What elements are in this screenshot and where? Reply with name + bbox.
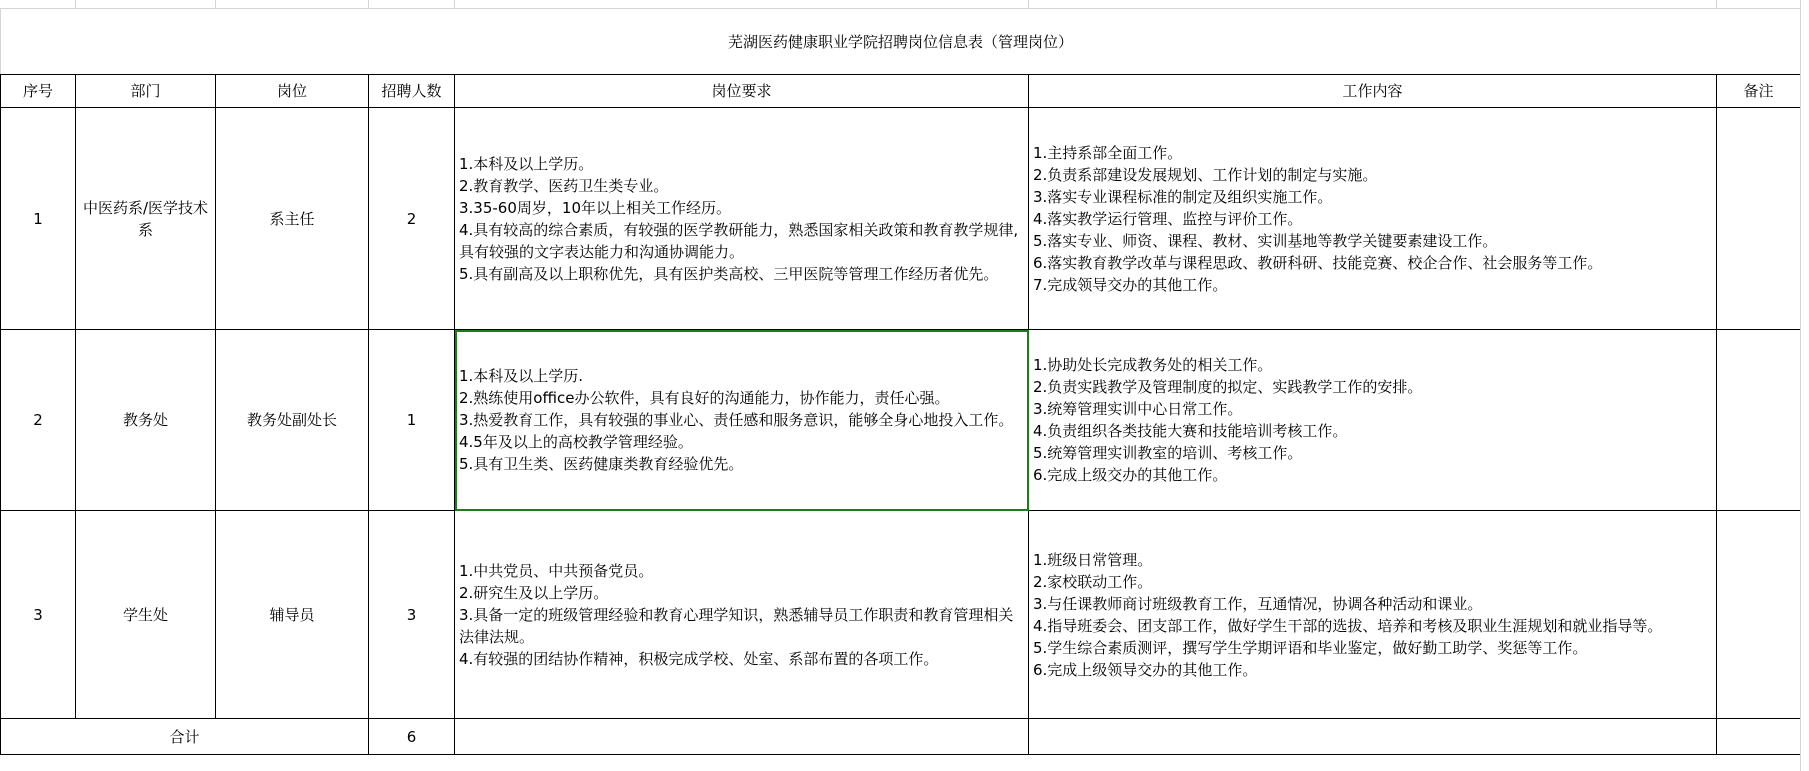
work-line: 6.完成上级领导交办的其他工作。 [1033, 660, 1258, 679]
total-requirements-empty[interactable] [455, 719, 1029, 755]
req-line: 5.具有副高及以上职称优先，具有医护类高校、三甲医院等管理工作经历者优先。 [459, 264, 999, 283]
cell-note[interactable] [1717, 108, 1801, 330]
table-row [1, 330, 1801, 511]
req-line: 5.具有卫生类、医药健康类教育经验优先。 [459, 455, 744, 473]
work-line: 5.统筹管理实训教室的培训、考核工作。 [1033, 444, 1303, 462]
cell-note[interactable] [1717, 330, 1801, 511]
table-title[interactable]: 芜湖医药健康职业学院招聘岗位信息表（管理岗位） [1, 9, 1801, 75]
work-line: 5.落实专业、师资、课程、教材、实训基地等教学关键要素建设工作。 [1033, 231, 1498, 250]
work-line: 5.学生综合素质测评，撰写学生学期评语和毕业鉴定，做好勤工助学、奖惩等工作。 [1033, 638, 1588, 657]
total-work-empty[interactable] [1029, 719, 1717, 755]
req-line: 1.本科及以上学历。 [459, 154, 594, 173]
cell-post[interactable]: 辅导员 [216, 511, 369, 719]
cell-seq[interactable]: 2 [1, 330, 76, 511]
header-post[interactable]: 岗位 [216, 75, 369, 108]
work-line: 1.协助处长完成教务处的相关工作。 [1033, 356, 1273, 374]
total-note-empty[interactable] [1717, 719, 1801, 755]
header-requirements[interactable]: 岗位要求 [455, 75, 1029, 108]
work-line: 3.落实专业课程标准的制定及组织实施工作。 [1033, 187, 1333, 206]
cell-count[interactable]: 1 [369, 330, 455, 511]
req-line: 3.35-60周岁，10年以上相关工作经历。 [459, 198, 731, 217]
cell-requirements[interactable] [455, 108, 1029, 330]
cell-seq[interactable]: 3 [1, 511, 76, 719]
cell-post[interactable]: 教务处副处长 [216, 330, 369, 511]
work-line: 4.负责组织各类技能大赛和技能培训考核工作。 [1033, 422, 1348, 440]
work-line: 2.负责系部建设发展规划、工作计划的制定与实施。 [1033, 165, 1378, 184]
table-row [1, 511, 1801, 719]
work-line: 3.统筹管理实训中心日常工作。 [1033, 400, 1243, 418]
cell-requirements[interactable] [455, 511, 1029, 719]
cell-dept-text: 中医药系/医学技术系 [82, 198, 209, 239]
work-line: 6.落实教育教学改革与课程思政、教研科研、技能竞赛、校企合作、社会服务等工作。 [1033, 253, 1603, 272]
work-line: 3.与任课教师商讨班级教育工作，互通情况，协调各种活动和课业。 [1033, 594, 1483, 613]
work-line: 1.班级日常管理。 [1033, 550, 1153, 569]
req-line: 2.研究生及以上学历。 [459, 583, 609, 602]
cell-count[interactable]: 2 [369, 108, 455, 330]
header-count[interactable]: 招聘人数 [369, 75, 455, 108]
req-line: 4.有较强的团结协作精神，积极完成学校、处室、系部布置的各项工作。 [459, 649, 939, 668]
cell-requirements-selected[interactable] [455, 330, 1029, 511]
cell-count[interactable]: 3 [369, 511, 455, 719]
cell-seq[interactable]: 1 [1, 108, 76, 330]
total-row [1, 719, 1801, 755]
req-line: 1.本科及以上学历. [459, 367, 584, 385]
table-row [1, 108, 1801, 330]
sheet-top-gridlines [0, 0, 1809, 8]
cell-work-content[interactable] [1029, 330, 1717, 511]
req-line: 4.5年及以上的高校教学管理经验。 [459, 433, 693, 451]
work-line: 4.落实教学运行管理、监控与评价工作。 [1033, 209, 1303, 228]
header-seq[interactable]: 序号 [1, 75, 76, 108]
work-line: 1.主持系部全面工作。 [1033, 143, 1183, 162]
work-line: 7.完成领导交办的其他工作。 [1033, 275, 1228, 294]
work-line: 6.完成上级交办的其他工作。 [1033, 466, 1228, 484]
req-line: 3.具备一定的班级管理经验和教育心理学知识，熟悉辅导员工作职责和教育管理相关法律法规。 [459, 605, 1014, 646]
header-note[interactable]: 备注 [1717, 75, 1801, 108]
total-label[interactable]: 合计 [1, 719, 369, 755]
work-line: 2.负责实践教学及管理制度的拟定、实践教学工作的安排。 [1033, 378, 1423, 396]
req-line: 2.熟练使用office办公软件，具有良好的沟通能力，协作能力，责任心强。 [459, 389, 950, 407]
work-line: 2.家校联动工作。 [1033, 572, 1153, 591]
header-dept[interactable]: 部门 [76, 75, 216, 108]
req-line: 2.教育教学、医药卫生类专业。 [459, 176, 669, 195]
cell-dept[interactable]: 学生处 [76, 511, 216, 719]
cell-post[interactable]: 系主任 [216, 108, 369, 330]
total-count[interactable]: 6 [369, 719, 455, 755]
cell-note[interactable] [1717, 511, 1801, 719]
cell-work-content[interactable] [1029, 511, 1717, 719]
header-row [1, 75, 1801, 108]
req-line: 1.中共党员、中共预备党员。 [459, 561, 654, 580]
cell-work-content[interactable] [1029, 108, 1717, 330]
work-line: 4.指导班委会、团支部工作，做好学生干部的选拔、培养和考核及职业生涯规划和就业指导等。 [1033, 616, 1663, 635]
header-work-content[interactable]: 工作内容 [1029, 75, 1717, 108]
req-line: 3.热爱教育工作，具有较强的事业心、责任感和服务意识，能够全身心地投入工作。 [459, 411, 1014, 429]
cell-dept[interactable] [76, 108, 216, 330]
req-line: 4.具有较高的综合素质，有较强的医学教研能力，熟悉国家相关政策和教育教学规律,具有较强的文字表达能力和沟通协调能力。 [459, 220, 1019, 261]
cell-dept[interactable]: 教务处 [76, 330, 216, 511]
recruitment-table [0, 8, 1801, 755]
sheet-right-margin [1800, 0, 1809, 771]
